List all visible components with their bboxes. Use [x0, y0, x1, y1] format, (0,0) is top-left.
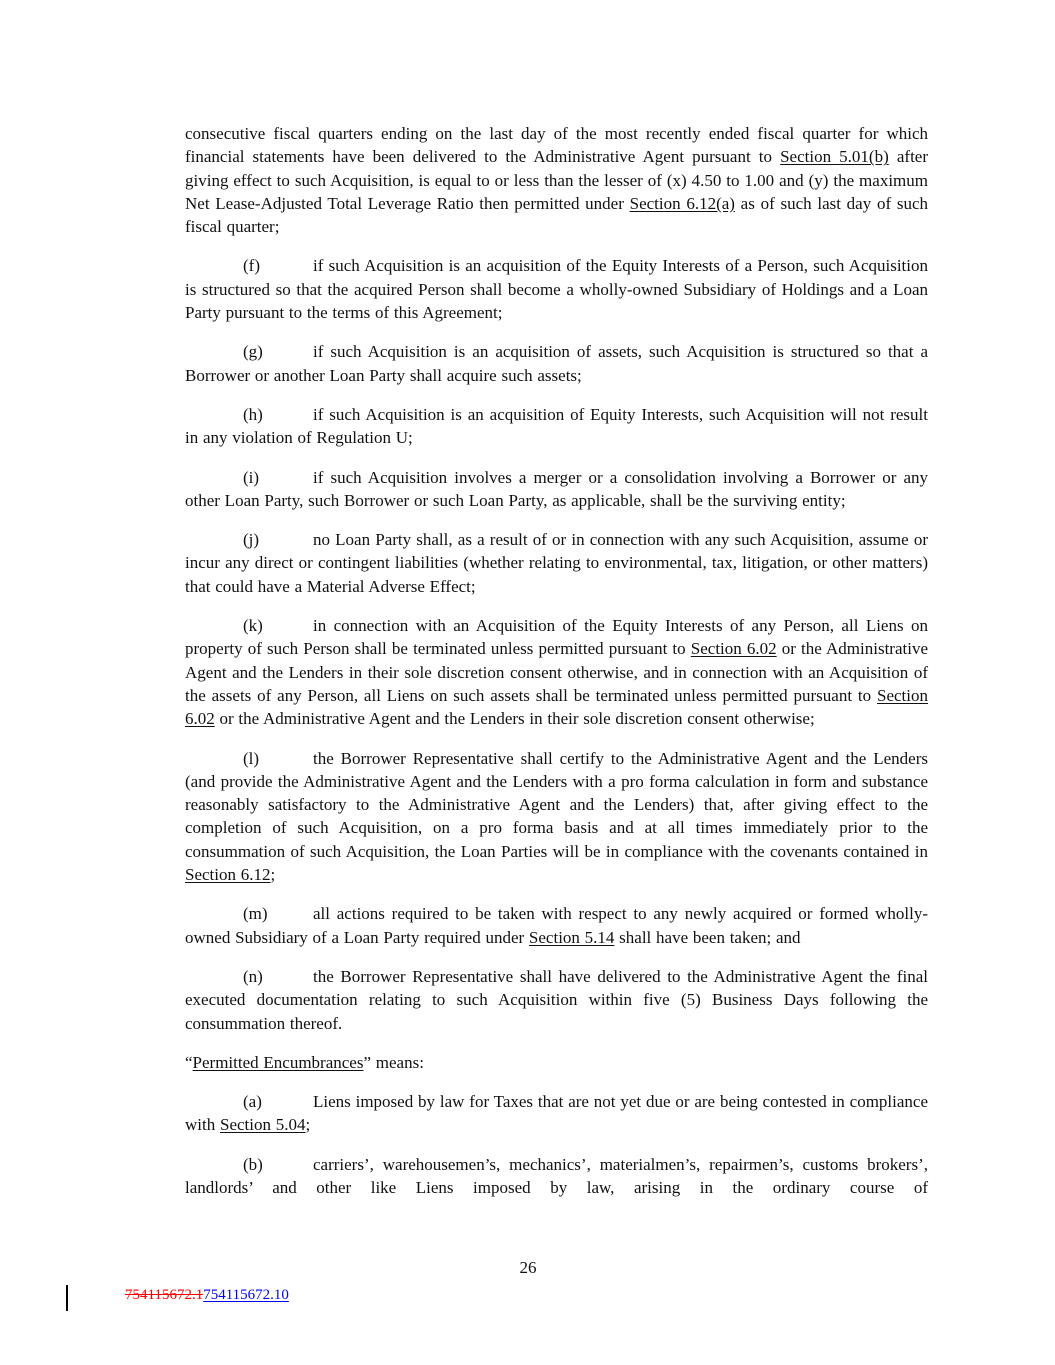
text-run: all actions required to be taken with respect to any newly acquired or formed wholly-owned Subsidiary of a Loan Party required under	[185, 904, 928, 947]
paragraph-label: (n)	[243, 966, 263, 986]
text-run: if such Acquisition is an acquisition of Equity Interests, such Acquisition will not result in any violation of Regulation U;	[185, 404, 928, 448]
section-reference: Section 6.12(a)	[629, 193, 735, 213]
text-run: or the Administrative Agent and the Lenders in their sole discretion consent otherwise;	[214, 709, 815, 729]
text-run: in connection with an Acquisition of the Equity Interests of any Person, all Liens on property of such Person shall be terminated unless permitted pursuant to	[185, 616, 928, 659]
paragraph	[185, 902, 928, 949]
section-reference: Section 5.04	[219, 1115, 306, 1135]
text-run: Liens imposed by law for Taxes that are not yet due or are being contested in compliance with	[185, 1092, 928, 1135]
paragraph-label: (f)	[243, 256, 260, 276]
text-run: shall have been taken; and	[614, 927, 801, 947]
text-run: no Loan Party shall, as a result of or in connection with any such Acquisition, assume or incur any direct or contingent liabilities (whether relating to environmental, tax, litigation, or other matters) that could have a Material Adverse Effect;	[185, 530, 928, 596]
section-reference: Section 6.02	[185, 685, 928, 729]
text-run: after giving effect to such Acquisition, is equal to or less than the lesser of (x) 4.50 to 1.00 and (y) the maximum Net Lease-Adjusted Total Leverage Ratio then permitted under	[185, 147, 928, 213]
paragraph-label: (g)	[243, 342, 263, 362]
text-run: “	[185, 1052, 193, 1072]
paragraph-label: (j)	[243, 530, 260, 550]
text-run: the Borrower Representative shall certify to the Administrative Agent and the Lenders (and provide the Administrative Agent and the Lenders with a pro forma calculation in form and substance reasonably satisfactory to the Administrative Agent and the Lenders) that, after giving effect to the completion of such Acquisition, on a pro forma basis and at all times immediately prior to the consummation of such Acquisition, the Loan Parties will be in compliance with the covenants contained in	[185, 748, 928, 861]
paragraph-label: (k)	[243, 616, 263, 636]
paragraph	[185, 747, 928, 887]
change-bar	[66, 1285, 68, 1311]
revision-number-new: 754115672.10	[203, 1287, 289, 1303]
paragraph	[185, 1153, 928, 1200]
section-reference: Section 5.01(b)	[780, 147, 889, 167]
paragraph	[185, 466, 928, 513]
section-reference: Section 6.02	[690, 639, 777, 659]
paragraph	[185, 122, 928, 238]
paragraph	[185, 614, 928, 730]
revision-footer	[125, 1285, 289, 1305]
paragraph	[185, 403, 928, 450]
text-run: if such Acquisition is an acquisition of the Equity Interests of a Person, such Acquisition is structured so that the acquired Person shall become a wholly-owned Subsidiary of Holdings and a Loan Party pursuant to the terms of this Agreement;	[185, 256, 928, 323]
paragraph-label: (h)	[243, 404, 263, 424]
paragraph-label: (b)	[243, 1154, 263, 1174]
text-run: carriers’, warehousemen’s, mechanics’, materialmen’s, repairmen’s, customs brokers’, landlords’ and other like Liens imposed by law, arising in the ordinary course of	[185, 1154, 928, 1197]
section-reference: Permitted Encumbrances	[192, 1052, 364, 1072]
paragraph	[185, 528, 928, 598]
text-run: or the Administrative Agent and the Lenders in their sole discretion consent otherwise, and in connection with an Acquisition of the assets of any Person, all Liens on such assets shall be terminated unless permitted pursuant to	[185, 639, 928, 705]
text-run: consecutive fiscal quarters ending on the last day of the most recently ended fiscal quarter for which financial statements have been delivered to the Administrative Agent pursuant to	[185, 124, 928, 167]
revision-number-old: 754115672.1	[125, 1287, 204, 1303]
text-run: the Borrower Representative shall have delivered to the Administrative Agent the final executed documentation relating to such Acquisition within five (5) Business Days following the consummation thereof.	[185, 966, 928, 1033]
paragraph-label: (a)	[243, 1092, 262, 1112]
text-run: if such Acquisition is an acquisition of assets, such Acquisition is structured so that a Borrower or another Loan Party shall acquire such assets;	[185, 342, 928, 385]
paragraph-label: (l)	[243, 748, 260, 768]
paragraph	[185, 965, 928, 1035]
paragraph	[185, 1051, 928, 1074]
paragraph	[185, 1090, 928, 1137]
text-run: ;	[305, 1115, 311, 1135]
paragraph	[185, 254, 928, 324]
text-run: if such Acquisition involves a merger or a consolidation involving a Borrower or any other Loan Party, such Borrower or such Loan Party, as applicable, shall be the surviving entity;	[185, 467, 928, 510]
section-reference: Section 6.12	[185, 865, 271, 885]
paragraph	[185, 340, 928, 387]
section-reference: Section 5.14	[528, 927, 615, 947]
page-number: 26	[519, 1258, 537, 1277]
text-run: as of such last day of such fiscal quarter;	[185, 193, 928, 237]
text-run: ;	[270, 865, 276, 885]
text-run: ” means:	[363, 1052, 424, 1072]
paragraph-label: (i)	[243, 467, 260, 487]
document-body	[185, 122, 928, 1215]
paragraph-label: (m)	[243, 904, 268, 924]
